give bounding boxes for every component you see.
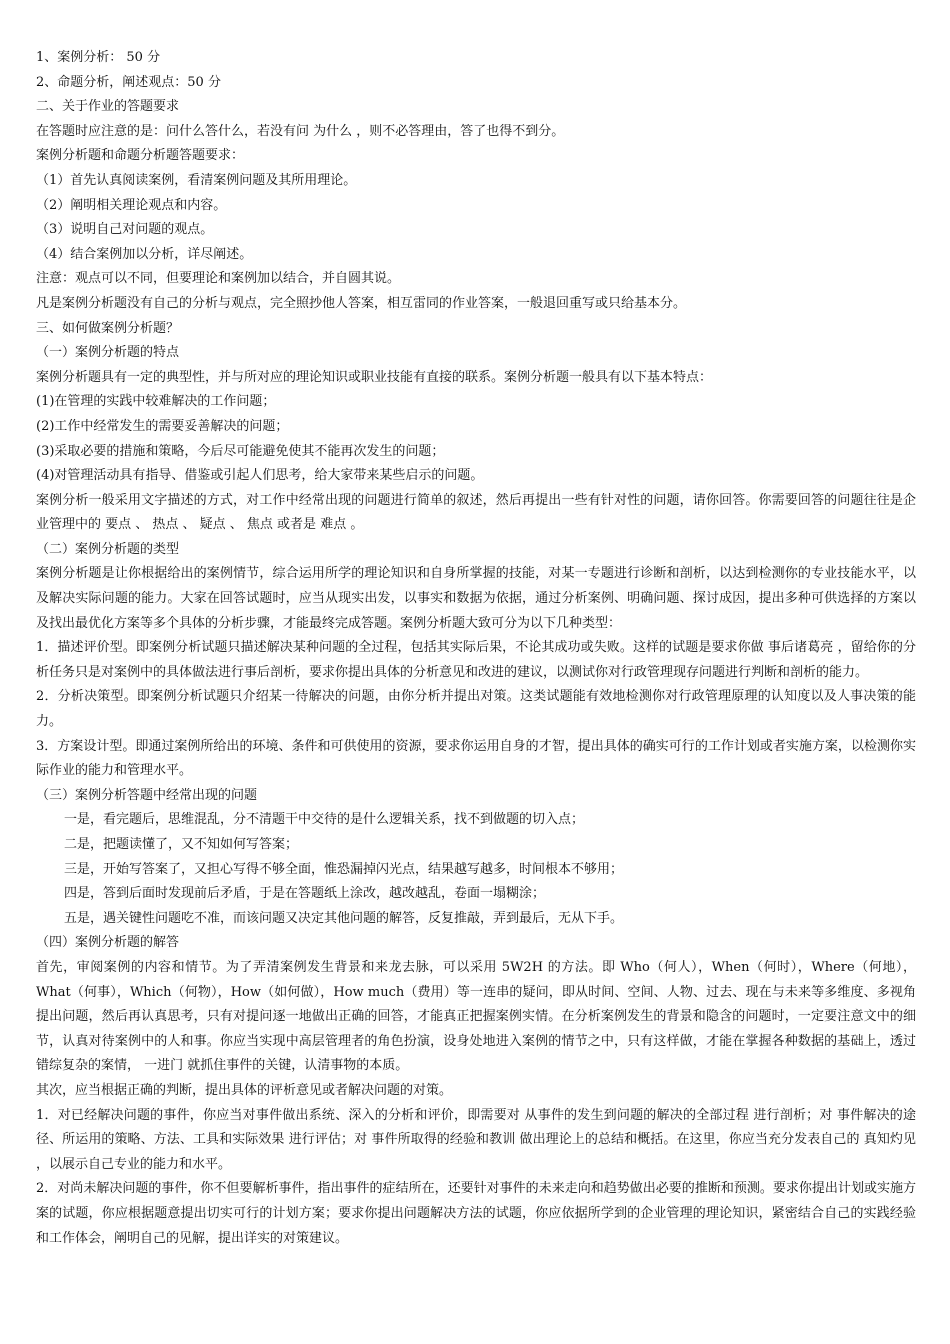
list-item: 2．对尚未解决问题的事件，你不但要解析事件，指出事件的症结所在，还要针对事件的未来走向和趋势做出必要的推断和预测。要求你提出计划或实施方案的试题，你应根据题意提出切实可行的计划方案；要求你提出问题解决方法的试题，你应依据所学到的企业管理的理论知识，紧密结合自己的实践经验和工作体会，阐明自己的见解，提出详实的对策建议。 bbox=[36, 1181, 916, 1246]
paragraph: 其次，应当根据正确的判断，提出具体的评析意见或者解决问题的对策。 bbox=[36, 1082, 453, 1098]
paragraph: 案例分析题是让你根据给出的案例情节，综合运用所学的理论知识和自身所掌握的技能，对某一专题进行诊断和剖析，以达到检测你的专业技能水平，以及解决实际问题的能力。大家在回答试题时，应当从现实出发，以事实和数据为依据，通过分析案例、明确问题、探讨成因，提出多种可供选择的方案以及找出最优化方案等多个具体的分析步骤，才能最终完成答题。案例分析题大致可分为以下几种类型： bbox=[36, 566, 916, 631]
list-item: （3）说明自己对问题的观点。 bbox=[36, 222, 214, 238]
list-item: 3．方案设计型。即通过案例所给出的环境、条件和可供使用的资源，要求你运用自身的才智，提出具体的确实可行的工作计划或者实施方案，以检测你实际作业的能力和管理水平。 bbox=[36, 738, 916, 779]
subsection-heading: （三）案例分析答题中经常出现的问题 bbox=[36, 787, 258, 803]
list-item: 四是，答到后面时发现前后矛盾，于是在答题纸上涂改，越改越乱，卷面一塌糊涂； bbox=[64, 886, 546, 902]
list-item: （1）首先认真阅读案例，看清案例问题及其所用理论。 bbox=[36, 172, 357, 188]
list-item: (1)在管理的实践中较难解决的工作问题； bbox=[36, 394, 276, 410]
paragraph: 案例分析题具有一定的典型性，并与所对应的理论知识或职业技能有直接的联系。案例分析题一般具有以下基本特点： bbox=[36, 369, 713, 385]
list-item: 1．对已经解决问题的事件，你应当对事件做出系统、深入的分析和评价，即需要对 从事件的发生到问题的解决的全部过程 进行剖析；对 事件解决的途径、所运用的策略、方法、工具和实际效果 进行评估；对 事件所取得的经验和教训 做出理论上的总结和概括。在这里，你应当充分发表自己的 真知灼见 ，以展示自己专业的能力和水平。 bbox=[36, 1107, 916, 1172]
paragraph: 首先，审阅案例的内容和情节。为了弄清案例发生背景和来龙去脉，可以采用 5W2H 的方法。即 Who（何人），When（何时），Where（何地），What（何事），Which（何物），How（如何做），How much（费用）等一连串的疑问，即从时间、空间、人物、过去、现在与未来等多维度、多视角提出问题，然后再认真思考，只有对提问逐一地做出正确的回答，才能真正把握案例实情。在分析案例发生的背景和隐含的问题时，一定要注意文中的细节，认真对待案例中的人和事。你应当实现中高层管理者的角色扮演，设身处地进入案例的情节之中，只有这样做，才能在掌握各种数据的基础上，透过错综复杂的案情， 一进门 就抓住事件的关键，认清事物的本质。 bbox=[36, 959, 916, 1074]
list-item: (4)对管理活动具有指导、借鉴或引起人们思考，给大家带来某些启示的问题。 bbox=[36, 468, 484, 484]
list-item: 2．分析决策型。即案例分析试题只介绍某一待解决的问题，由你分析并提出对策。这类试题能有效地检测你对行政管理原理的认知度以及人事决策的能力。 bbox=[36, 689, 916, 730]
list-item: 1．描述评价型。即案例分析试题只描述解决某种问题的全过程，包括其实际后果，不论其成功或失败。这样的试题是要求你做 事后诸葛亮 ，留给你的分析任务只是对案例中的具体做法进行事后剖析，要求你提出具体的分析意见和改进的建议，以测试你对行政管理现存问题进行判断和剖析的能力。 bbox=[36, 640, 916, 680]
paragraph: 案例分析题和命题分析题答题要求： bbox=[36, 148, 245, 164]
subsection-heading: （一）案例分析题的特点 bbox=[36, 345, 180, 361]
section-heading-how-to: 三、如何做案例分析题？ bbox=[36, 320, 180, 336]
subsection-heading: （四）案例分析题的解答 bbox=[36, 935, 180, 951]
paragraph: 凡是案例分析题没有自己的分析与观点，完全照抄他人答案，相互雷同的作业答案，一般退回重写或只给基本分。 bbox=[36, 295, 687, 311]
subsection-heading: （二）案例分析题的类型 bbox=[36, 541, 180, 557]
list-item: 五是，遇关键性问题吃不准，而该问题又决定其他问题的解答，反复推敲，弄到最后，无从下手。 bbox=[64, 910, 624, 926]
list-item: 三是，开始写答案了，又担心写得不够全面，惟恐漏掉闪光点，结果越写越多，时间根本不够用； bbox=[64, 861, 624, 877]
list-item: （4）结合案例加以分析，详尽阐述。 bbox=[36, 246, 253, 262]
paragraph: 案例分析一般采用文字描述的方式，对工作中经常出现的问题进行简单的叙述，然后再提出一些有针对性的问题，请你回答。你需要回答的问题往往是企业管理中的 要点 、 热点 、 疑点 、 焦点 或者是 难点 。 bbox=[36, 492, 916, 533]
list-item: (2)工作中经常发生的需要妥善解决的问题； bbox=[36, 418, 289, 434]
list-item: (3)采取必要的措施和策略，今后尽可能避免使其不能再次发生的问题； bbox=[36, 443, 445, 459]
score-proposition-analysis: 2、命题分析，阐述观点：50 分 bbox=[36, 74, 221, 90]
list-item: 一是，看完题后，思维混乱，分不清题干中交待的是什么逻辑关系，找不到做题的切入点； bbox=[64, 812, 585, 828]
section-heading-requirements: 二、关于作业的答题要求 bbox=[36, 99, 180, 115]
list-item: 二是，把题读懂了，又不知如何写答案； bbox=[64, 837, 299, 852]
list-item: （2）阐明相关理论观点和内容。 bbox=[36, 197, 227, 213]
score-case-analysis: 1、案例分析： 50 分 bbox=[36, 50, 161, 65]
paragraph: 在答题时应注意的是：问什么答什么，若没有问 为什么 ，则不必答理由，答了也得不到分。 bbox=[36, 123, 565, 139]
note-paragraph: 注意：观点可以不同，但要理论和案例加以结合，并自圆其说。 bbox=[36, 271, 401, 287]
document-body bbox=[36, 46, 916, 1251]
